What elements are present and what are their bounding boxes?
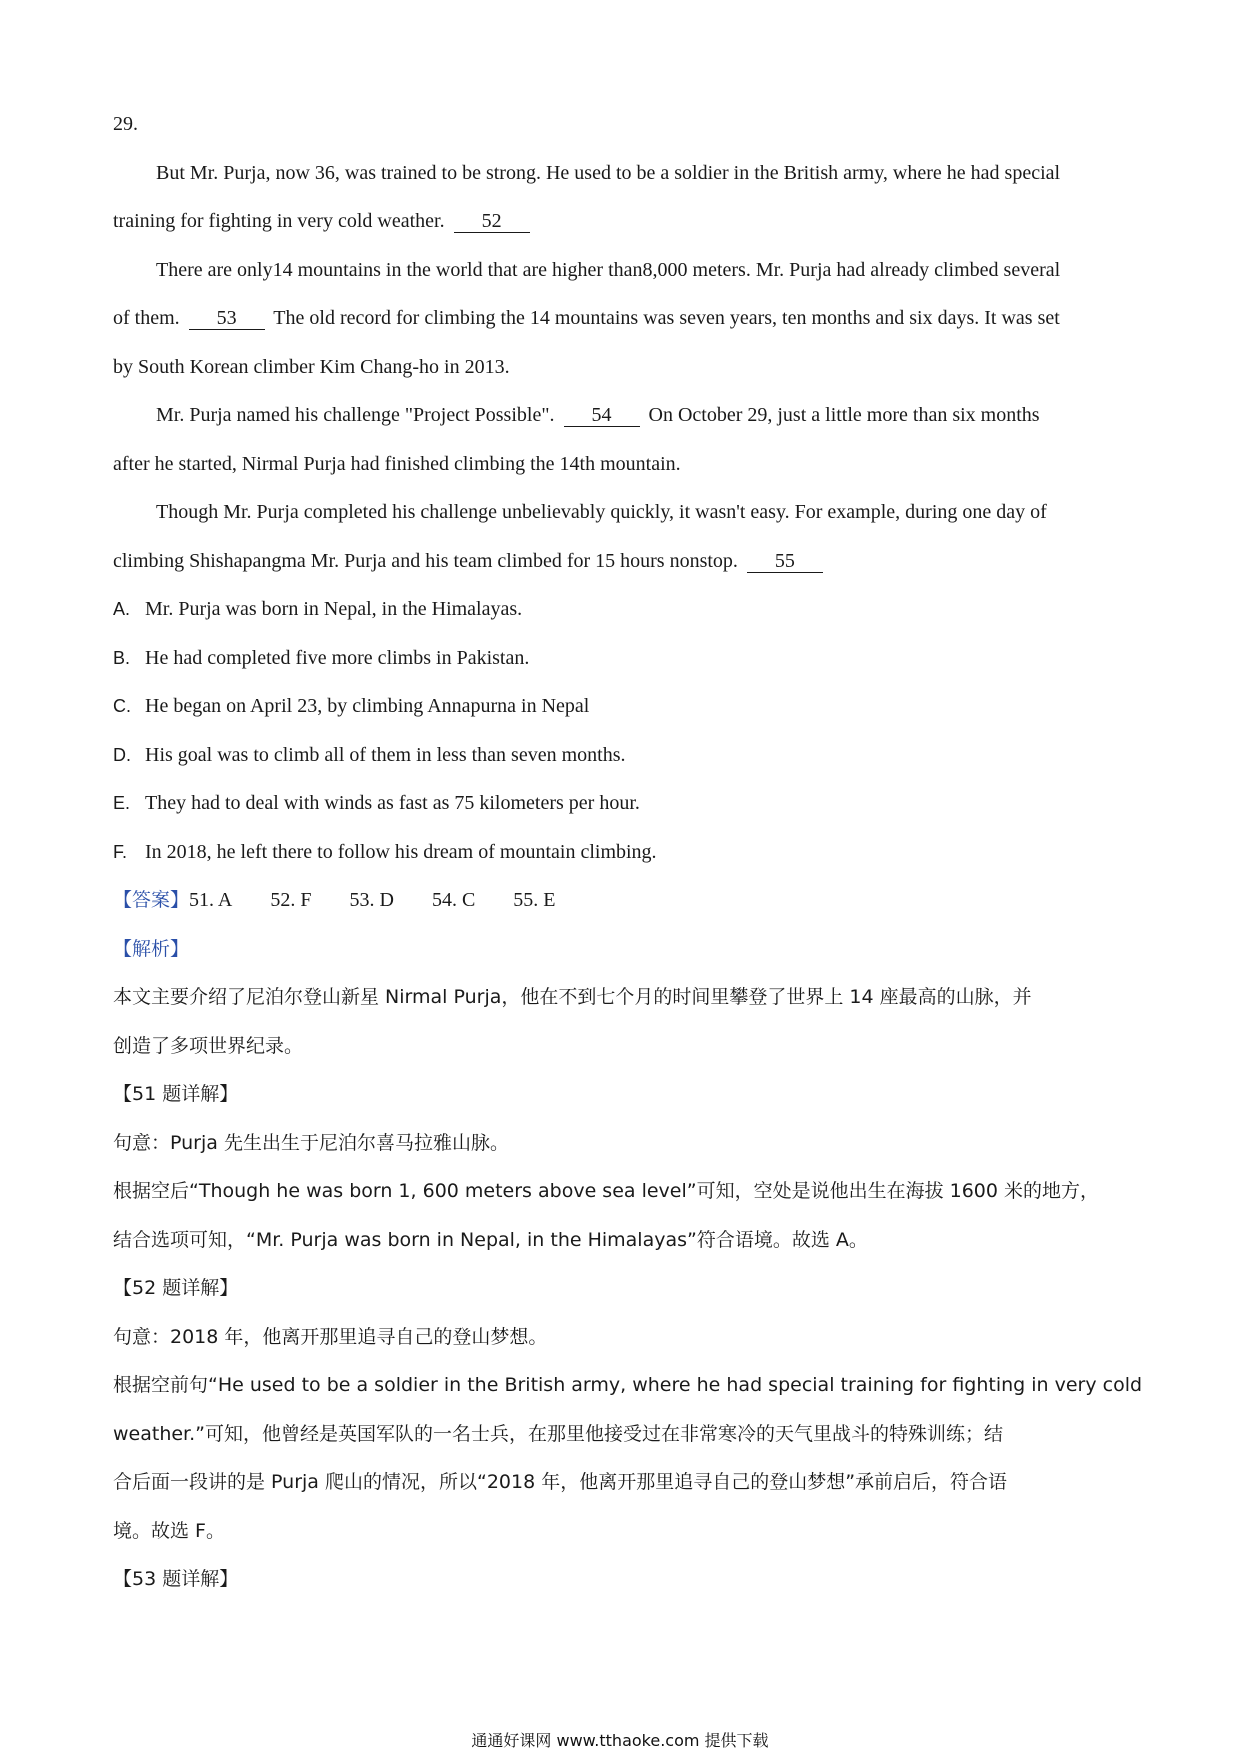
passage-p4-line1: Though Mr. Purja completed his challenge unbelievably quickly, it wasn't easy. For example, during one day of — [156, 501, 1047, 523]
blank-55: 55 — [747, 550, 823, 573]
blank-52: 52 — [454, 210, 530, 233]
question-number: 29. — [113, 113, 138, 135]
option-letter: E. — [113, 793, 131, 813]
answer-item: 51. A — [189, 889, 233, 911]
passage-p2-line1: There are only14 mountains in the world that are higher than8,000 meters. Mr. Purja had already climbed several — [156, 258, 1061, 281]
option-text: He began on April 23, by climbing Annapurna in Nepal — [145, 695, 590, 717]
passage-p1-line1: But Mr. Purja, now 36, was trained to be strong. He used to be a soldier in the British army, where he had special — [156, 161, 1061, 184]
passage-p3-line1 — [113, 391, 1133, 440]
q51-meaning: 句意：Purja 先生出生于尼泊尔喜马拉雅山脉。 — [113, 1131, 509, 1154]
passage-p3-line2: after he started, Nirmal Purja had finished climbing the 14th mountain. — [113, 452, 681, 475]
q52-explanation-line1: 根据空前句“He used to be a soldier in the British army, where he had special training for fighting in very cold — [113, 1374, 1143, 1396]
option-d — [113, 731, 1133, 780]
passage-text: The old record for climbing the 14 mountains was seven years, ten months and six days. It was set — [273, 307, 1060, 329]
analysis-label: 【解析】 — [113, 937, 190, 960]
q52-heading: 【52 题详解】 — [113, 1277, 239, 1299]
q53-heading: 【53 题详解】 — [113, 1568, 239, 1590]
passage-p2-line3: by South Korean climber Kim Chang-ho in 2013. — [113, 355, 510, 378]
q51-explanation-line1: 根据空后“Though he was born 1, 600 meters above sea level”可知，空处是说他出生在海拔 1600 米的地方， — [113, 1180, 1100, 1202]
analysis-summary-line1: 本文主要介绍了尼泊尔登山新星 Nirmal Purja，他在不到七个月的时间里攀登了世界上 14 座最高的山脉，并 — [113, 986, 1032, 1008]
passage-text: climbing Shishapangma Mr. Purja and his team climbed for 15 hours nonstop. — [113, 549, 738, 572]
page-footer: 通通好课网 www.tthaoke.com 提供下载 — [471, 1731, 769, 1750]
answer-label: 【答案】 — [113, 889, 190, 911]
option-letter: C. — [113, 696, 131, 716]
option-a — [113, 585, 1133, 634]
q52-explanation-line3: 合后面一段讲的是 Purja 爬山的情况，所以“2018 年，他离开那里追寻自己的登山梦想”承前启后，符合语 — [113, 1471, 1008, 1493]
option-text: They had to deal with winds as fast as 75 kilometers per hour. — [145, 792, 640, 814]
option-f — [113, 828, 1133, 877]
option-letter: A. — [113, 599, 131, 619]
q52-explanation-line2: weather.”可知，他曾经是英国军队的一名士兵，在那里他接受过在非常寒冷的天气里战斗的特殊训练；结 — [113, 1422, 1004, 1445]
passage-text: of them. — [113, 307, 180, 329]
passage-p4-line2 — [113, 537, 1133, 586]
option-letter: B. — [113, 647, 131, 668]
option-text: He had completed five more climbs in Pakistan. — [145, 646, 530, 669]
passage-text: Mr. Purja named his challenge "Project Possible". — [156, 404, 555, 426]
option-text: His goal was to climb all of them in less than seven months. — [145, 743, 626, 766]
option-b — [113, 634, 1133, 683]
q51-explanation-line2: 结合选项可知，“Mr. Purja was born in Nepal, in the Himalayas”符合语境。故选 A。 — [113, 1228, 868, 1251]
answer-item: 52. F — [270, 889, 312, 911]
option-text: In 2018, he left there to follow his dream of mountain climbing. — [145, 840, 657, 863]
blank-53: 53 — [189, 307, 265, 330]
passage-p1-line2 — [113, 197, 1133, 246]
option-text: Mr. Purja was born in Nepal, in the Himalayas. — [145, 598, 523, 620]
q52-explanation-line4: 境。故选 F。 — [113, 1519, 225, 1542]
analysis-summary-line2: 创造了多项世界纪录。 — [113, 1034, 304, 1057]
answer-item: 54. C — [431, 889, 476, 911]
document-page — [113, 100, 1143, 1604]
blank-54: 54 — [564, 404, 640, 427]
option-c — [113, 682, 1133, 731]
passage-p2-line2 — [113, 294, 1133, 343]
option-letter: D. — [113, 744, 131, 765]
option-e — [113, 779, 1133, 828]
answer-item: 53. D — [349, 889, 394, 911]
answer-item: 55. E — [513, 889, 556, 911]
passage-text: training for fighting in very cold weather. — [113, 210, 445, 232]
option-letter: F. — [113, 841, 128, 862]
q51-heading: 【51 题详解】 — [113, 1083, 239, 1105]
q52-meaning: 句意：2018 年，他离开那里追寻自己的登山梦想。 — [113, 1325, 548, 1348]
passage-text: On October 29, just a little more than six months — [648, 404, 1040, 426]
answer-row — [113, 876, 1133, 925]
